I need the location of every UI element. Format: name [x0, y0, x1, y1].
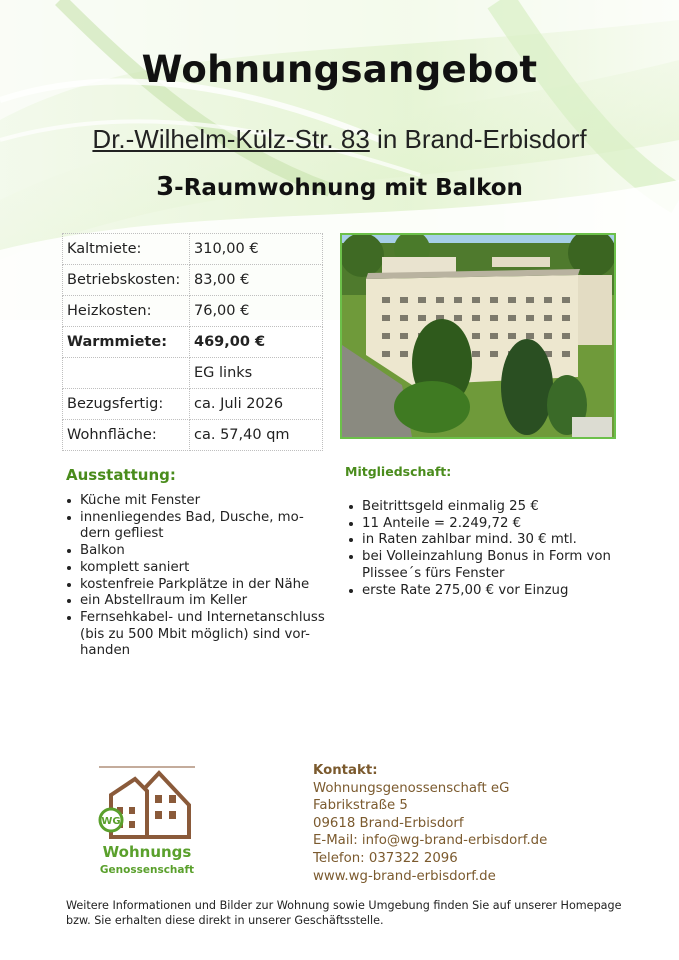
list-item: komplett saniert: [80, 560, 330, 577]
ausstattung-list: [64, 493, 330, 660]
fact-row: [63, 265, 323, 296]
list-item: Balkon: [80, 543, 330, 560]
fact-row: [63, 358, 323, 389]
fact-value: ca. 57,40 qm: [190, 420, 323, 451]
contact-street: Fabrikstraße 5: [313, 798, 408, 814]
contact-city: 09618 Brand-Erbisdorf: [313, 815, 464, 831]
logo-monogram: WG: [101, 816, 121, 827]
fact-label: Warmmiete:: [63, 327, 190, 358]
list-item: erste Rate 275,00 € vor Einzug: [362, 583, 632, 600]
fact-label: Wohnfläche:: [63, 420, 190, 451]
logo-graphic: [97, 765, 197, 880]
mitgliedschaft-list: [346, 499, 632, 599]
fact-value: 76,00 €: [194, 303, 250, 319]
fact-value: 83,00 €: [194, 272, 250, 288]
fact-label: Kaltmiete:: [63, 234, 190, 265]
contact-name: Wohnungsgenossenschaft eG: [313, 780, 510, 796]
fact-row: [63, 296, 323, 327]
fact-row: [63, 327, 323, 358]
fact-value: ca. Juli 2026: [190, 389, 323, 420]
contact-block: [313, 762, 547, 885]
fact-label: Bezugsfertig:: [63, 389, 190, 420]
contact-email[interactable]: E-Mail: info@wg-brand-erbisdorf.de: [313, 833, 548, 849]
company-logo: [97, 765, 197, 880]
list-item: Küche mit Fenster: [80, 493, 330, 510]
page-title: Wohnungsangebot: [141, 48, 538, 91]
logo-word-1: Wohnungs: [102, 843, 192, 861]
list-item: innenliegendes Bad, Dusche, mo-dern gefliest: [80, 510, 330, 543]
list-item: Beitrittsgeld einmalig 25 €: [362, 499, 632, 516]
address-line: [0, 124, 679, 155]
fact-row: [63, 234, 323, 265]
fact-value: 469,00 €: [190, 327, 323, 358]
fact-label: Heizkosten:: [63, 296, 190, 327]
logo-word-2: Genossenschaft: [99, 864, 195, 876]
list-item: kostenfreie Parkplätze in der Nähe: [80, 577, 330, 594]
apartment-type: [0, 172, 679, 202]
room-count: 3: [156, 172, 175, 202]
fact-label: Betriebskosten:: [63, 265, 190, 296]
contact-website[interactable]: www.wg-brand-erbisdorf.de: [313, 868, 496, 884]
fact-row: [63, 389, 323, 420]
street-address: Dr.-Wilhelm-Külz-Str. 83: [92, 124, 370, 154]
fact-label: [63, 358, 190, 389]
building-photo: [340, 233, 616, 439]
city-text: in Brand-Erbisdorf: [369, 124, 587, 154]
list-item: ein Abstellraum im Keller: [80, 593, 330, 610]
fact-value: 310,00 €: [194, 241, 259, 257]
building-illustration: [342, 235, 614, 437]
fact-row: [63, 420, 323, 451]
contact-phone: Telefon: 037322 2096: [313, 850, 458, 866]
list-item: Fernsehkabel- und Internetanschluss (bis zu 500 Mbit möglich) sind vor-handen: [80, 610, 330, 660]
list-item: in Raten zahlbar mind. 30 € mtl.: [362, 532, 632, 549]
list-item: 11 Anteile = 2.249,72 €: [362, 516, 632, 533]
ausstattung-heading: Ausstattung:: [66, 466, 176, 484]
facts-table: [62, 233, 323, 451]
footer-note: Weitere Informationen und Bilder zur Wohnung sowie Umgebung finden Sie auf unserer Homepage bzw. Sie erhalten diese direkt in unserer Geschäftsstelle.: [66, 899, 622, 927]
contact-heading: Kontakt:: [313, 763, 378, 778]
fact-value: EG links: [190, 358, 323, 389]
apartment-type-text: -Raumwohnung mit Balkon: [174, 175, 523, 201]
list-item: bei Volleinzahlung Bonus in Form von Plissee´s fürs Fenster: [362, 549, 632, 582]
mitgliedschaft-heading: Mitgliedschaft:: [345, 464, 452, 479]
